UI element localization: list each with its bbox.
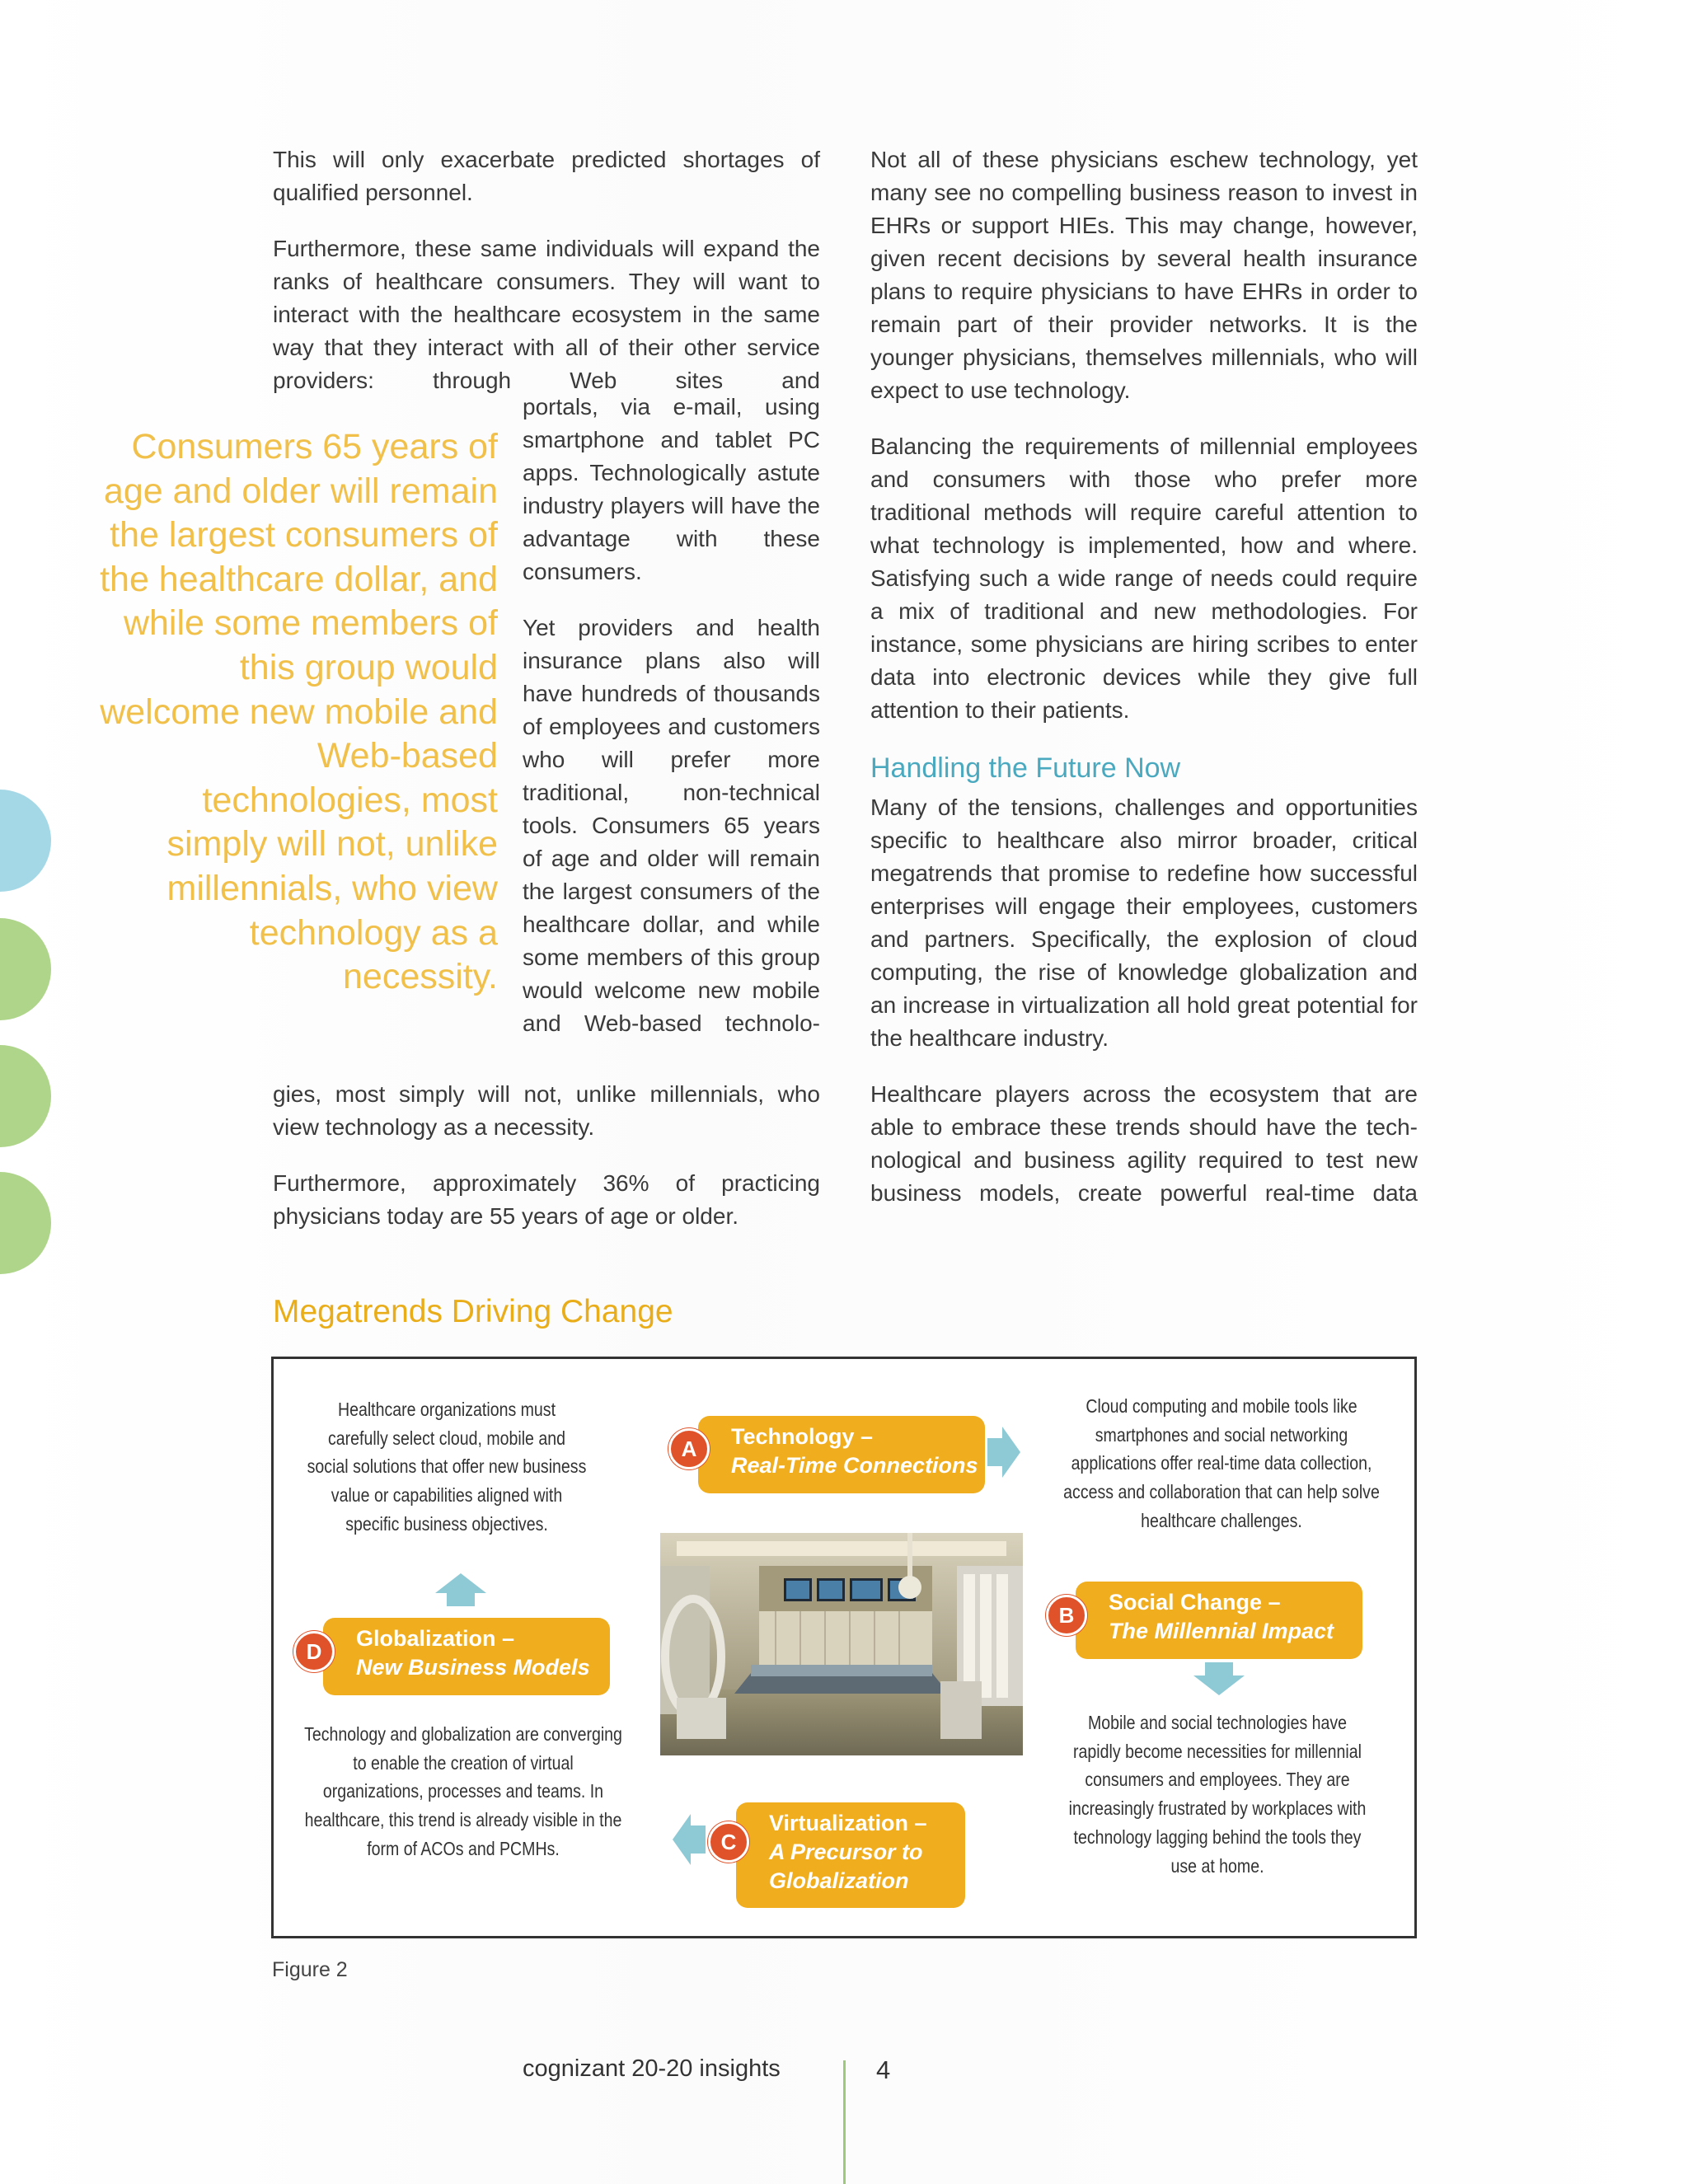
body-paragraph: portals, via e-mail, using smartphone and tablet PC apps. Technologically astute industry players will have the advantage with these consumers. (523, 394, 820, 584)
body-paragraph: Not all of these physicians eschew technology, yet many see no compelling business reason to invest in EHRs or support HIEs. This may change, however, given recent decisions by several health insurance plans to require physicians to have EHRs in order to remain part of their provider networks. It is the younger physicians, themselves millennials, who will expect to use technology. (870, 147, 1418, 403)
section-heading: Handling the Future Now (870, 752, 1181, 784)
body-paragraph: Furthermore, these same individuals will expand the ranks of healthcare consumers. They will want to interact with the healthcare ecosystem in the same way that they interact with all of their other service providers: through Web sites and (273, 236, 820, 393)
trend-subtitle: The Millennial Impact (1109, 1619, 1334, 1643)
body-paragraph: Furthermore, approximately 36% of practicing physicians today are 55 years of age or older. (273, 1170, 820, 1229)
body-paragraph: Yet providers and health insurance plans also will have hundreds of thousands of employees and customers who will prefer more traditional, non-technical tools. Consumers 65 years of age and older will remain the largest consumers of the healthcare dollar, and while some members of this group would welcome new mobile and Web-based technolo- (523, 615, 820, 1036)
trend-title: Social Change – (1109, 1590, 1281, 1615)
footer-divider (843, 2060, 846, 2184)
trend-subtitle: Real-Time Connections (731, 1453, 978, 1478)
right-column (870, 143, 1418, 1233)
operating-room-photo (660, 1533, 1023, 1755)
trend-pill-globalization (323, 1618, 610, 1695)
body-paragraph: gies, most simply will not, unlike millennials, who view technology as a necessity. (273, 1081, 820, 1140)
trend-badge-b: B (1046, 1595, 1087, 1636)
trend-subtitle: New Business Models (356, 1655, 590, 1680)
left-column-wrap (523, 391, 820, 1063)
arrow-up-icon (435, 1573, 486, 1606)
trend-title: Technology – (731, 1424, 874, 1449)
figure-text-bottom-right: Mobile and social technologies have rapidly become necessities for millennial consumers and employees. They are increasingly frustrated by workplaces with technology lagging behind the tools they use at home. (1068, 1712, 1367, 1877)
body-paragraph: Balancing the requirements of millennial employees and consumers with those who prefer more traditional methods will require careful attention to what technology is implemented, how and where. Satisfying such a wide range of needs could require a mix of traditional and new methodologies. For instance, some physicians are hiring scribes to enter data into electronic devices while they give full attention to their patients. (870, 434, 1418, 723)
trend-subtitle: A Precursor to Globalization (769, 1840, 923, 1893)
figure-text-top-right: Cloud computing and mobile tools like smartphones and social networking applications offer real-time data collection, access and collaboration that can help solve healthcare challenges. (1063, 1395, 1380, 1531)
pull-quote: Consumers 65 years of age and older will remain the largest consumers of the healthcare dollar, and while some members of this group would welcome new mobile and Web-based technologies, most simply will not, unlike millennials, who view technology as a necessity. (100, 427, 498, 997)
megatrends-figure (271, 1357, 1417, 1938)
trend-pill-social-change (1076, 1582, 1362, 1659)
trend-pill-virtualization (736, 1802, 965, 1908)
figure-title: Megatrends Driving Change (273, 1294, 673, 1329)
trend-badge-d: D (293, 1631, 335, 1672)
left-column-bottom (273, 1078, 820, 1256)
trend-title: Virtualization – (769, 1811, 927, 1835)
body-paragraph: Healthcare players across the ecosystem that are able to embrace these trends should have the technological and business agility required to test new business models, create powerful real-time data (870, 1081, 1418, 1206)
trend-pill-technology (698, 1416, 985, 1493)
arrow-left-icon (673, 1814, 706, 1865)
left-column-top (273, 143, 820, 420)
trend-badge-a: A (668, 1428, 710, 1469)
operating-room-illustration (660, 1533, 1023, 1755)
figure-text-top-left: Healthcare organizations must carefully select cloud, mobile and social solutions that offer new business value or capabilities aligned with specific business objectives. (307, 1399, 587, 1535)
body-paragraph: This will only exacerbate predicted shortages of qualified personnel. (273, 147, 820, 205)
arrow-right-icon (987, 1427, 1020, 1478)
trend-title: Globalization – (356, 1626, 515, 1651)
footer-brand: cognizant 20-20 insights (523, 2055, 781, 2082)
body-paragraph: Many of the tensions, challenges and opportunities specific to healthcare also mirror broader, critical megatrends that promise to redefine how successful enterprises will engage their employees, customers and partners. Specifically, the explosion of cloud computing, the rise of knowledge globalization and an increase in virtualization all hold great potential for the healthcare industry. (870, 794, 1418, 1051)
figure-caption: Figure 2 (272, 1958, 348, 1981)
figure-text-bottom-left: Technology and globalization are converging to enable the creation of virtual organizations, processes and teams. In healthcare, this trend is already visible in the form of ACOs and PCMHs. (304, 1723, 622, 1859)
page-number: 4 (876, 2055, 891, 2084)
arrow-down-icon (1193, 1662, 1245, 1695)
trend-badge-c: C (708, 1821, 749, 1863)
